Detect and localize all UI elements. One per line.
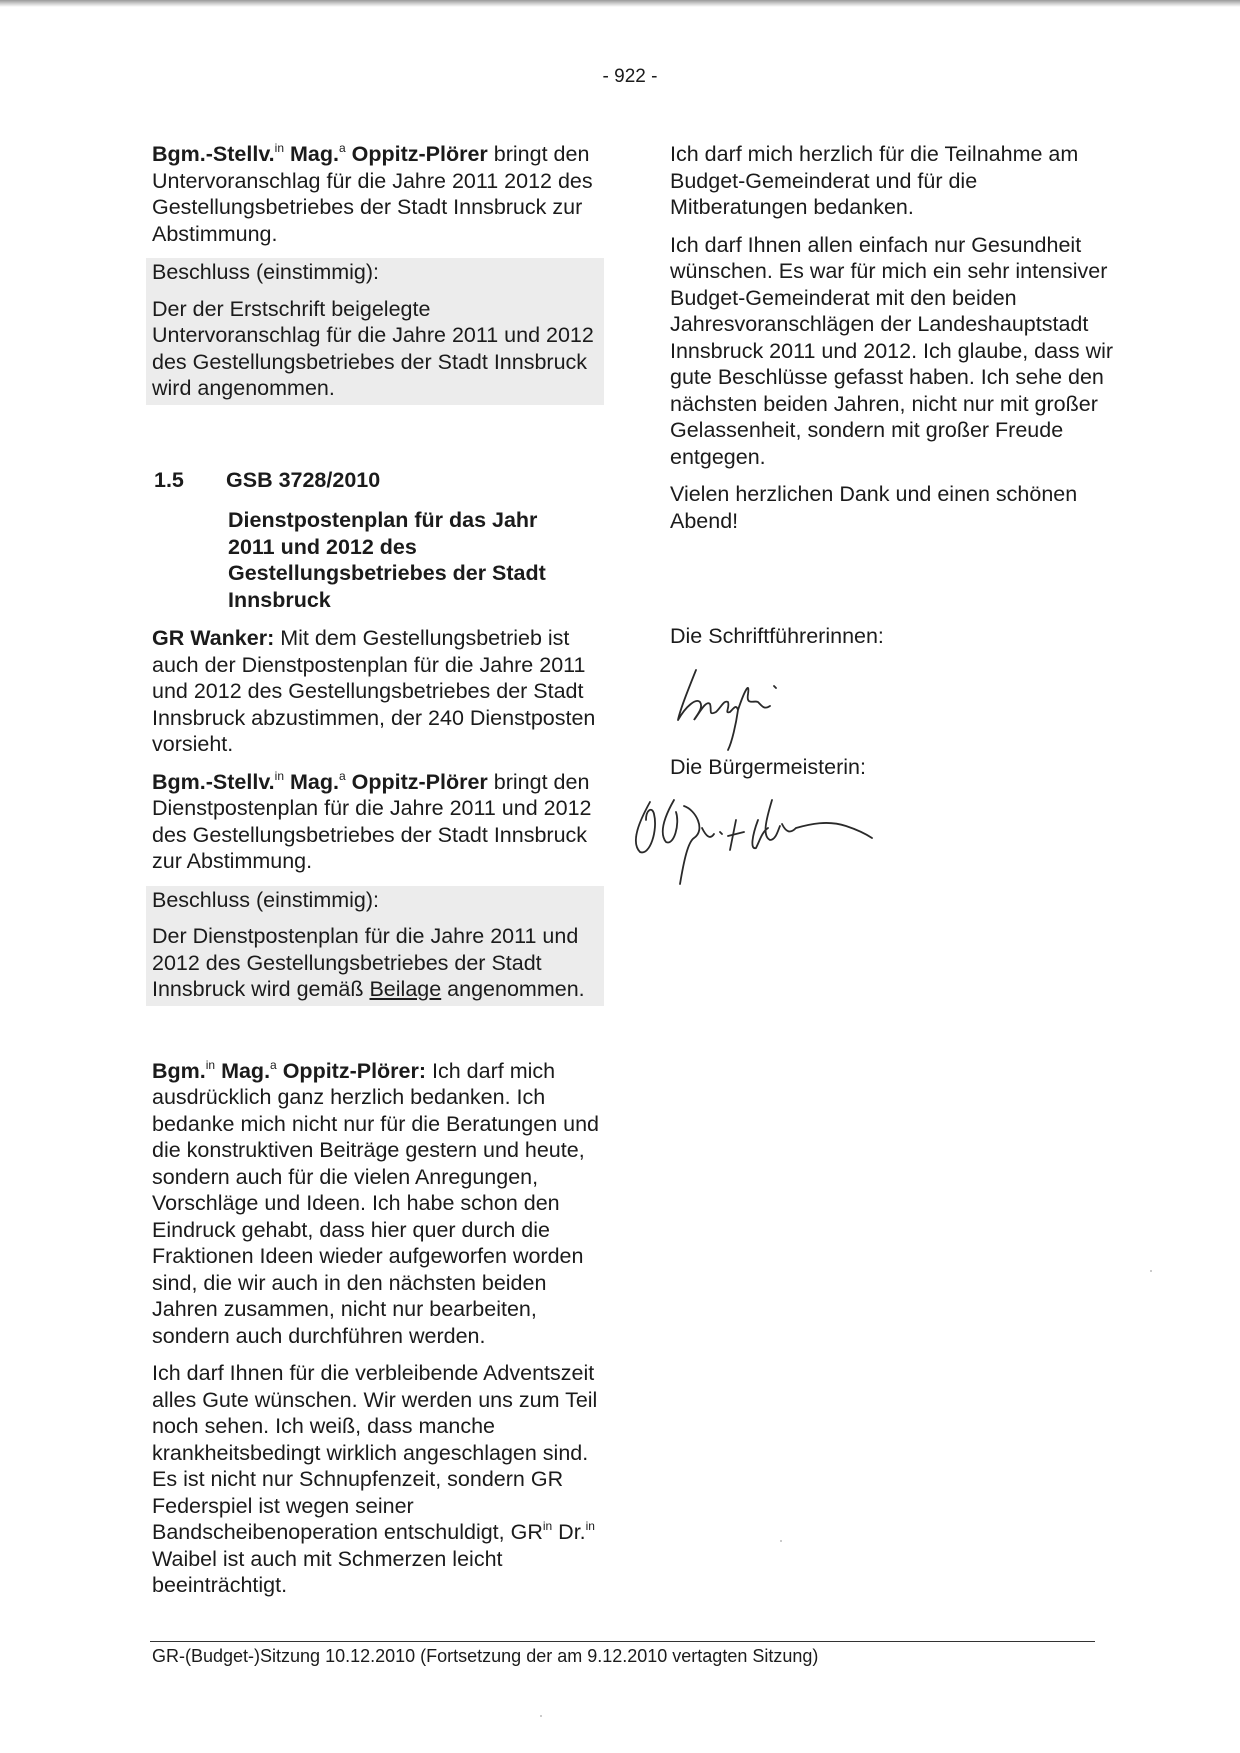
right-column (670, 141, 1120, 910)
paragraph-health-wishes: Ich darf Ihnen allen einfach nur Gesundheit wünschen. Es war für mich ein sehr intensiver Budget-Gemeinderat mit den beiden Jahresvoranschlägen der Landeshauptstadt Innsbruck 2011 und 2012. Ich glaube, dass wir gute Beschlüsse gefasst haben. Ich sehe den nächsten beiden Jahren, nicht nur mit großer Gelassenheit, sondern mit großer Freude entgegen. (670, 232, 1114, 469)
resolution-text: Der Dienstpostenplan für die Jahre 2011 und 2012 des Gestellungsbetriebes der Stadt Innsbruck wird gemäß Beilage angenommen. (152, 924, 585, 1001)
section-code: GSB 3728/2010 (226, 467, 381, 492)
left-column (152, 141, 604, 1610)
mayor-signature (610, 780, 1030, 910)
footer-rule (150, 1641, 1095, 1642)
scan-dot (780, 1540, 782, 1542)
paragraph-closing: Vielen herzlichen Dank und einen schönen Abend! (670, 482, 1078, 533)
paragraph-thanks-participation: Ich darf mich herzlich für die Teilnahme am Budget-Gemeinderat und für die Mitberatungen bedanken. (670, 142, 1079, 219)
recorders-label: Die Schriftführerinnen: (670, 624, 884, 648)
mayor-label: Die Bürgermeisterin: (670, 754, 866, 779)
scan-dot (540, 1715, 542, 1717)
paragraph-wanker: GR Wanker: Mit dem Gestellungsbetrieb ist auch der Dienstpostenplan für die Jahre 2011 und 2012 des Gestellungsbetriebes der Stadt Innsbruck abzustimmen, der 240 Dienstposten vorsieht. (152, 626, 596, 756)
beilage-link[interactable]: Beilage (369, 977, 442, 1001)
scan-top-edge (0, 0, 1240, 7)
section-heading (154, 467, 604, 494)
paragraph-advent-wishes: Ich darf Ihnen für die verbleibende Adventszeit alles Gute wünschen. Wir werden uns zum Teil noch sehen. Ich weiß, dass manche krankheitsbedingt wirklich angeschlagen sind. Es ist nicht nur Schnupfenzeit, sondern GR Federspiel ist wegen seiner Bandscheibenoperation entschuldigt, $GR^{in}$ Dr.$^{in}$ Waibel ist auch mit Schmerzen leicht beeinträchtigt. (152, 1361, 598, 1597)
resolution-text: Der der Erstschrift beigelegte Untervoranschlag für die Jahre 2011 und 2012 des Gestellungsbetriebes der Stadt Innsbruck wird angenommen. (152, 296, 594, 400)
resolution-box-2 (146, 886, 604, 1006)
section-number: 1.5 (154, 467, 184, 492)
paragraph-submission-staff-plan: Bgm.-Stellv.$^{in}$ Mag.$^a$ Oppitz-Plörer bringt den Dienstpostenplan für die Jahre 2011 und 2012 des Gestellungsbetriebes der Stadt Innsbruck zur Abstimmung. (152, 768, 592, 873)
resolution-label: Beschluss (einstimmig): (152, 887, 379, 912)
page-number: - 922 - (602, 66, 658, 87)
paragraph-submission-budget: Bgm.-Stellv.$^{in}$ Mag.$^a$ Oppitz-Plörer bringt den Untervoranschlag für die Jahre 2011 2012 des Gestellungsbetriebes der Stadt Innsbruck zur Abstimmung. (152, 141, 593, 246)
paragraph-mayor-thanks: Bgm.$^{in}$ Mag.$^a$ Oppitz-Plörer: Ich darf mich ausdrücklich ganz herzlich bedanken. Ich bedanke mich nicht nur für die Beratungen und die konstruktiven Beiträge gestern und heute, sondern auch für die vielen Anregungen, Vorschläge und Ideen. Ich habe schon den Eindruck gehabt, dass hier quer durch die Fraktionen Ideen wieder aufgeworfen worden sind, die wir auch in den nächsten beiden Jahren zusammen, nicht nur bearbeiten, sondern auch durchführen werden. (152, 1057, 600, 1348)
scan-dot (1150, 1270, 1152, 1272)
resolution-box-1 (146, 258, 604, 405)
footer-text: GR-(Budget-)Sitzung 10.12.2010 (Fortsetzung der am 9.12.2010 vertagten Sitzung) (152, 1646, 819, 1666)
section-title: Dienstpostenplan für das Jahr 2011 und 2012 des Gestellungsbetriebes der Stadt Innsbruck (228, 508, 546, 612)
resolution-label: Beschluss (einstimmig): (152, 260, 379, 284)
recorder-signature (670, 650, 870, 760)
